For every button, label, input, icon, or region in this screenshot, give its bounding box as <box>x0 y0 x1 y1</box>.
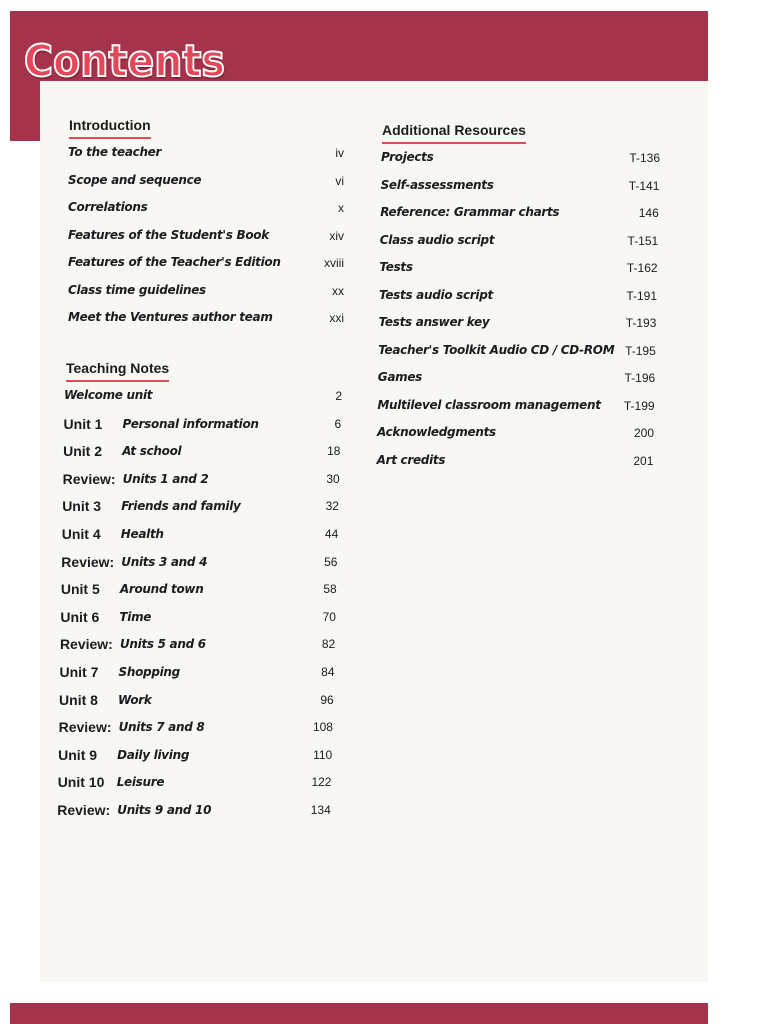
toc-entry <box>63 443 340 463</box>
toc-entry <box>68 310 344 330</box>
entry-title: Self-assessments <box>380 177 494 192</box>
unit-number: Review: <box>62 470 116 487</box>
toc-entry <box>379 288 657 308</box>
unit-number: Review: <box>59 636 113 653</box>
entry-page: 6 <box>334 416 342 431</box>
entry-title: Projects <box>381 150 434 164</box>
toc-entry <box>59 719 333 739</box>
entry-title: Work <box>118 692 152 707</box>
entry-title: Tests <box>379 260 413 274</box>
toc-entry <box>58 774 332 794</box>
toc-entry <box>68 173 344 193</box>
entry-title: Games <box>377 370 423 384</box>
entry-page: T-162 <box>626 261 658 275</box>
entry-page: T-199 <box>623 398 655 413</box>
entry-page: T-141 <box>628 178 660 193</box>
entry-page: 18 <box>327 444 341 459</box>
toc-entry <box>58 747 332 767</box>
entry-page: 110 <box>313 747 333 762</box>
toc-entry <box>60 664 335 684</box>
entry-title: Personal information <box>122 416 259 431</box>
toc-entry <box>68 200 344 220</box>
toc-entry <box>377 453 654 473</box>
entry-page: 32 <box>325 499 339 514</box>
entry-page: 201 <box>633 453 654 468</box>
entry-page: 82 <box>321 637 336 652</box>
entry-title: Health <box>120 527 164 541</box>
unit-number: Unit 6 <box>60 608 100 625</box>
entry-title: Acknowledgments <box>377 425 496 439</box>
entry-page: 122 <box>311 775 332 790</box>
entry-title: Class time guidelines <box>68 282 206 297</box>
entry-title: Units 5 and 6 <box>119 637 206 652</box>
entry-title: Tests answer key <box>378 315 490 329</box>
entry-page: xviii <box>324 256 344 270</box>
unit-number: Review: <box>57 802 111 818</box>
toc-entry <box>60 609 336 629</box>
entry-title: Units 9 and 10 <box>117 803 212 817</box>
unit-number: Review: <box>58 719 112 736</box>
entry-title: Welcome unit <box>64 388 153 402</box>
entry-page: 96 <box>320 692 334 707</box>
unit-number: Unit 7 <box>59 664 99 680</box>
additional-resources-heading: Additional Resources <box>382 122 526 144</box>
toc-entry <box>378 370 655 390</box>
toc-entry <box>379 260 657 280</box>
footer-banner <box>10 1003 708 1024</box>
entry-title: Multilevel classroom management <box>377 397 601 412</box>
entry-page: 44 <box>324 527 339 541</box>
unit-number: Unit 3 <box>62 498 102 515</box>
unit-number: Unit 8 <box>59 691 98 708</box>
entry-page: iv <box>335 146 344 160</box>
toc-entry <box>380 233 658 253</box>
entry-page: 108 <box>312 720 333 735</box>
entry-title: Around town <box>119 582 204 597</box>
entry-page: 70 <box>322 609 336 624</box>
entry-page: xiv <box>329 228 344 243</box>
entry-page: T-195 <box>625 343 656 358</box>
entry-title: Units 1 and 2 <box>122 471 209 486</box>
toc-entry <box>62 498 339 518</box>
teaching-notes-heading: Teaching Notes <box>66 360 169 382</box>
toc-entry <box>61 554 337 574</box>
toc-entry <box>64 416 342 436</box>
entry-page: x <box>338 201 344 215</box>
toc-entry <box>380 205 659 225</box>
entry-title: Meet the Ventures author team <box>68 310 273 324</box>
entry-page: 30 <box>326 471 340 486</box>
entry-title: Teacher's Toolkit Audio CD / CD-ROM <box>378 342 615 357</box>
entry-title: Leisure <box>116 775 165 790</box>
entry-title: Shopping <box>118 665 180 679</box>
toc-entry <box>68 145 344 165</box>
unit-number: Unit 5 <box>60 581 100 598</box>
toc-entry <box>377 398 654 418</box>
toc-entry <box>377 425 654 445</box>
entry-page: T-193 <box>625 316 657 330</box>
entry-title: At school <box>122 444 182 459</box>
entry-page: 134 <box>310 803 331 817</box>
entry-page: T-191 <box>626 288 657 303</box>
toc-entry <box>68 283 344 303</box>
entry-title: Time <box>119 609 152 624</box>
entry-page: 84 <box>321 665 335 679</box>
toc-entry <box>68 255 344 275</box>
entry-page: 58 <box>323 582 337 597</box>
entry-title: Friends and family <box>121 499 241 514</box>
entry-title: Correlations <box>68 200 148 214</box>
unit-number: Unit 2 <box>63 443 102 460</box>
entry-title: Features of the Student's Book <box>68 227 269 242</box>
unit-number: Unit 10 <box>57 774 105 791</box>
entry-title: Scope and sequence <box>68 172 202 187</box>
toc-entry <box>61 581 337 601</box>
unit-number: Unit 1 <box>63 415 103 432</box>
entry-title: Features of the Teacher's Edition <box>68 255 281 269</box>
entry-page: 200 <box>633 426 654 440</box>
toc-entry <box>381 150 660 170</box>
page-title: Contents <box>24 36 225 87</box>
entry-page: 146 <box>638 206 659 220</box>
unit-number: Unit 9 <box>58 746 98 763</box>
introduction-heading: Introduction <box>69 117 151 139</box>
entry-title: Tests audio script <box>379 287 493 302</box>
entry-page: 56 <box>324 554 338 569</box>
toc-entry <box>63 471 340 491</box>
entry-title: Units 7 and 8 <box>118 720 205 735</box>
entry-title: Units 3 and 4 <box>121 554 208 569</box>
entry-page: 2 <box>335 389 342 403</box>
left-color-strip <box>10 81 40 141</box>
entry-page: T-136 <box>629 151 660 165</box>
entry-page: vi <box>335 173 344 188</box>
toc-entry <box>62 526 339 546</box>
unit-number: Review: <box>61 553 115 570</box>
entry-page: xx <box>332 283 344 298</box>
toc-entry <box>60 636 335 656</box>
toc-entry <box>379 315 657 335</box>
unit-number: Unit 4 <box>61 526 101 542</box>
entry-title: To the teacher <box>68 145 162 159</box>
toc-entry <box>64 388 342 408</box>
entry-page: T-196 <box>624 371 656 385</box>
toc-entry <box>68 228 344 248</box>
entry-title: Daily living <box>117 747 190 762</box>
toc-entry <box>381 178 660 198</box>
entry-title: Art credits <box>376 452 446 467</box>
toc-entry <box>378 343 656 363</box>
entry-title: Class audio script <box>379 232 495 247</box>
entry-page: xxi <box>329 311 344 325</box>
entry-page: T-151 <box>627 233 659 248</box>
toc-entry <box>57 802 331 822</box>
entry-title: Reference: Grammar charts <box>380 205 560 219</box>
toc-entry <box>59 692 334 712</box>
